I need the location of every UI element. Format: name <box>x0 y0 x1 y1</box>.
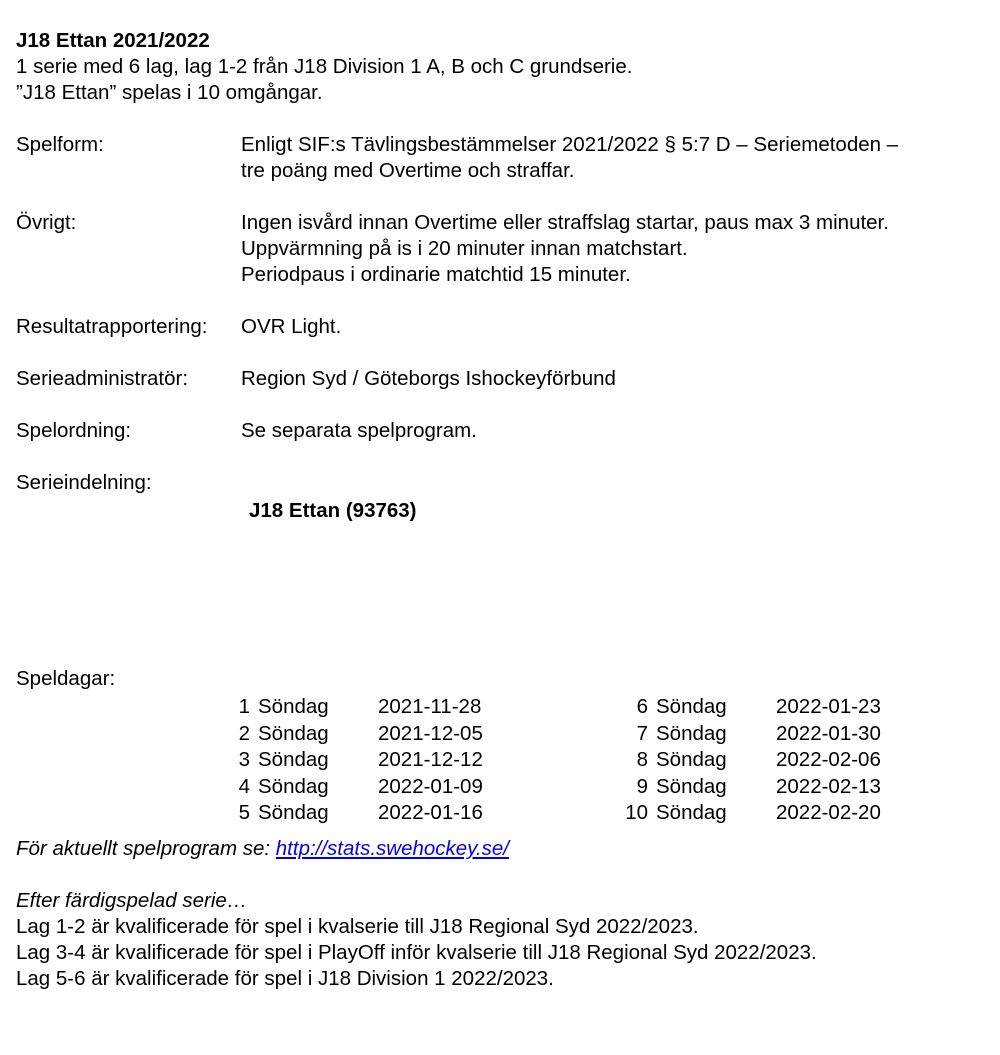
spelordning-label: Spelordning: <box>16 419 132 442</box>
round-day: Söndag <box>258 801 329 824</box>
round-date: 2021-11-28 <box>378 695 482 718</box>
schedule-row <box>622 800 906 827</box>
round-number: 1 <box>238 695 250 718</box>
spelform-value <box>241 132 986 184</box>
spelordning-row <box>16 418 986 444</box>
schedule-row <box>224 694 508 721</box>
round-date: 2022-02-20 <box>776 801 881 824</box>
spacer <box>16 862 986 888</box>
spelordning-value: Se separata spelprogram. <box>241 419 477 442</box>
round-day: Söndag <box>258 695 329 718</box>
program-prefix: För aktuellt spelprogram se: <box>16 837 276 860</box>
admin-label: Serieadministratör: <box>16 367 189 390</box>
efter-line-1: Lag 1-2 är kvalificerade för spel i kvalserie till J18 Regional Syd 2022/2023. <box>16 915 699 938</box>
efter-line-3: Lag 5-6 är kvalificerade för spel i J18 Division 1 2022/2023. <box>16 967 554 990</box>
spacer <box>16 184 986 210</box>
round-date: 2021-12-12 <box>378 748 483 771</box>
speldagar-label: Speldagar: <box>16 667 116 690</box>
round-number: 5 <box>238 801 250 824</box>
round-day: Söndag <box>258 774 329 798</box>
schedule-row <box>622 721 906 748</box>
program-line <box>16 836 986 862</box>
spelform-label: Spelform: <box>16 133 104 156</box>
schedule-column-2 <box>622 694 906 827</box>
spacer <box>16 444 986 470</box>
round-day: Söndag <box>258 748 329 771</box>
round-day: Söndag <box>656 801 727 824</box>
round-date: 2022-02-13 <box>776 774 881 798</box>
spacer <box>16 106 986 132</box>
round-day: Söndag <box>656 695 727 718</box>
spelform-row <box>16 132 986 184</box>
round-date: 2022-01-09 <box>378 774 483 798</box>
round-number: 4 <box>238 774 250 798</box>
round-number: 9 <box>636 774 648 798</box>
round-date: 2022-01-16 <box>378 801 483 824</box>
round-day: Söndag <box>656 721 727 745</box>
spacer <box>16 288 986 314</box>
ovrigt-label: Övrigt: <box>16 211 77 234</box>
schedule-row <box>224 721 508 748</box>
serieindelning-label: Serieindelning: <box>16 471 152 494</box>
series-name: J18 Ettan (93763) <box>249 499 417 522</box>
intro-line-2: ”J18 Ettan” spelas i 10 omgångar. <box>16 81 323 104</box>
admin-row <box>16 366 986 392</box>
round-date: 2021-12-05 <box>378 721 483 745</box>
round-number: 8 <box>636 748 648 771</box>
round-number: 6 <box>636 695 648 718</box>
schedule-row <box>224 747 508 774</box>
intro-line-1: 1 serie med 6 lag, lag 1-2 från J18 Division 1 A, B och C grundserie. <box>16 55 633 78</box>
document-title: J18 Ettan 2021/2022 <box>16 29 210 52</box>
spacer <box>16 392 986 418</box>
stats-link[interactable]: http://stats.swehockey.se/ <box>275 837 509 860</box>
round-day: Söndag <box>656 774 727 798</box>
ovrigt-line-2: Uppvärmning på is i 20 minuter innan matchstart. <box>241 237 688 260</box>
spelform-line-2: tre poäng med Overtime och straffar. <box>241 159 575 182</box>
schedule-row <box>622 747 906 774</box>
schedule-row <box>622 694 906 721</box>
schedule-column-1 <box>224 694 508 827</box>
efter-heading: Efter färdigspelad serie… <box>16 889 248 912</box>
round-number: 10 <box>625 801 648 824</box>
round-day: Söndag <box>656 748 727 771</box>
spacer <box>16 524 986 666</box>
schedule-row <box>622 774 906 801</box>
spacer <box>16 340 986 366</box>
ovrigt-line-1: Ingen isvård innan Overtime eller straffslag startar, paus max 3 minuter. <box>241 211 889 234</box>
round-date: 2022-01-30 <box>776 721 881 745</box>
ovrigt-row <box>16 210 986 288</box>
round-day: Söndag <box>258 721 329 745</box>
efter-line-2: Lag 3-4 är kvalificerade för spel i PlayOff inför kvalserie till J18 Regional Syd 2022/2023. <box>16 941 817 964</box>
ovrigt-line-3: Periodpaus i ordinarie matchtid 15 minuter. <box>241 263 631 286</box>
round-number: 3 <box>238 748 250 771</box>
round-date: 2022-02-06 <box>776 748 881 771</box>
spelform-line-1: Enligt SIF:s Tävlingsbestämmelser 2021/2022 § 5:7 D – Seriemetoden – <box>241 133 899 156</box>
round-number: 2 <box>238 721 250 745</box>
resultat-row <box>16 314 986 340</box>
round-date: 2022-01-23 <box>776 695 881 718</box>
schedule-table <box>16 694 986 830</box>
resultat-value: OVR Light. <box>241 315 342 338</box>
schedule-row <box>224 774 508 801</box>
round-number: 7 <box>636 721 648 745</box>
admin-value: Region Syd / Göteborgs Ishockeyförbund <box>241 367 616 390</box>
resultat-label: Resultatrapportering: <box>16 315 208 338</box>
schedule-row <box>224 800 508 827</box>
document-page <box>16 28 986 992</box>
ovrigt-value <box>241 210 986 288</box>
